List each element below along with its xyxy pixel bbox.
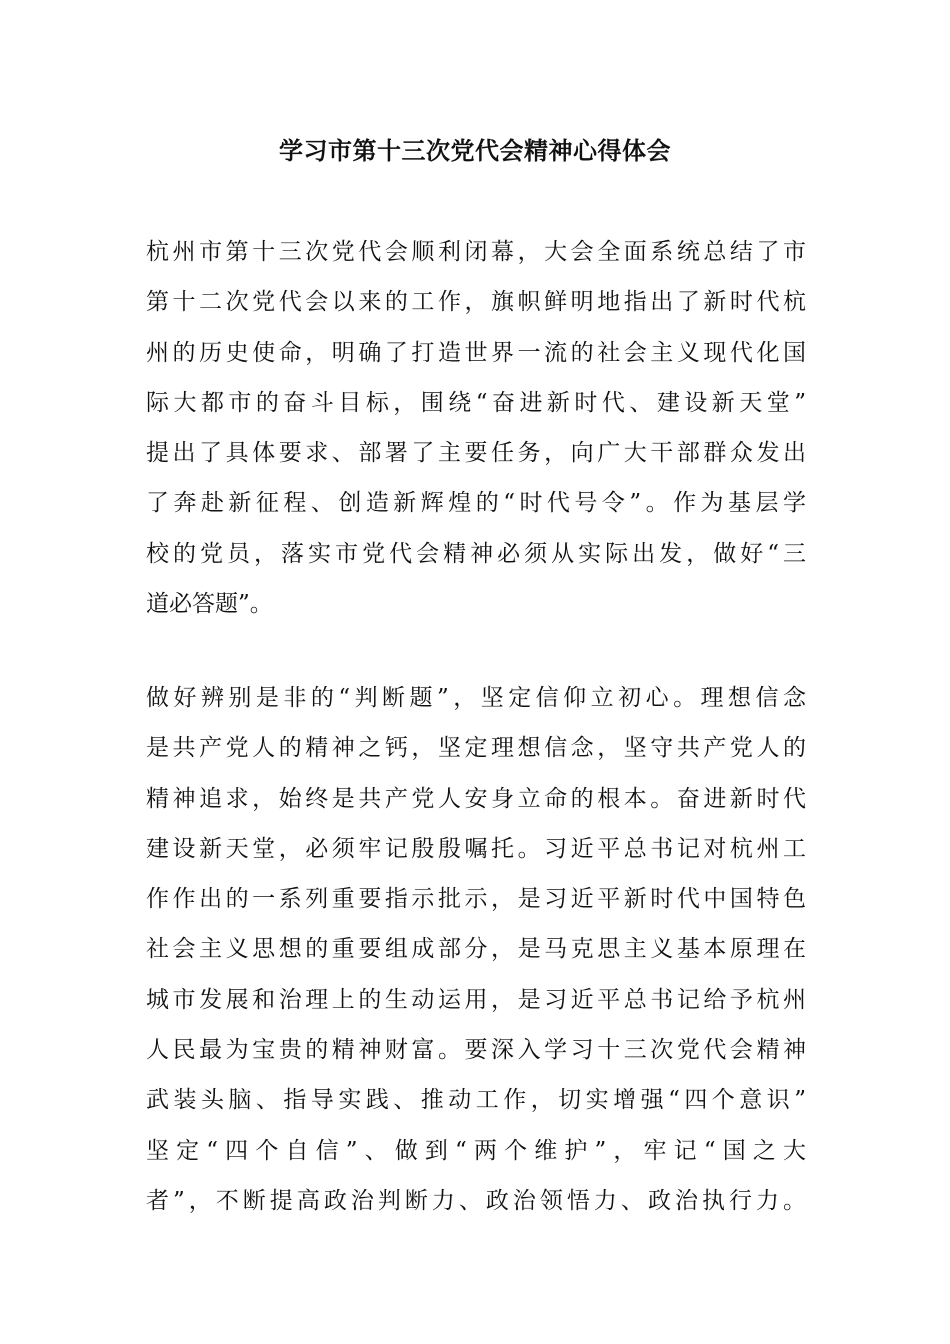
paragraph-line: 州的历史使命，明确了打造世界一流的社会主义现代化国 bbox=[146, 339, 806, 366]
paragraph-line: 做好辨别是非的“判断题”，坚定信仰立初心。理想信念 bbox=[146, 685, 806, 711]
paragraph-line: 了奔赴新征程、创造新辉煌的“时代号令”。作为基层学 bbox=[146, 490, 806, 517]
paragraph-line: 提出了具体要求、部署了主要任务，向广大干部群众发出 bbox=[146, 440, 806, 467]
paragraph-line: 作作出的一系列重要指示批示，是习近平新时代中国特色 bbox=[146, 886, 806, 913]
paragraph-line: 建设新天堂，必须牢记殷殷嘱托。习近平总书记对杭州工 bbox=[146, 835, 806, 862]
document-title: 学习市第十三次党代会精神心得体会 bbox=[279, 136, 671, 165]
paragraph-line: 城市发展和治理上的生动运用，是习近平总书记给予杭州 bbox=[146, 986, 806, 1013]
paragraph-line: 武装头脑、指导实践、推动工作，切实增强“四个意识” bbox=[146, 1087, 806, 1114]
paragraph-line: 校的党员，落实市党代会精神必须从实际出发，做好“三 bbox=[146, 540, 806, 567]
paragraph-line: 人民最为宝贵的精神财富。要深入学习十三次党代会精神 bbox=[146, 1037, 806, 1064]
paragraph-2 bbox=[146, 673, 806, 1226]
paragraph-line: 际大都市的奋斗目标，围绕“奋进新时代、建设新天堂” bbox=[146, 389, 806, 416]
paragraph-line: 道必答题”。 bbox=[146, 591, 273, 618]
paragraph-line: 精神追求，始终是共产党人安身立命的根本。奋进新时代 bbox=[146, 785, 806, 812]
paragraph-1 bbox=[146, 227, 806, 629]
paragraph-line: 杭州市第十三次党代会顺利闭幕，大会全面系统总结了市 bbox=[146, 239, 806, 265]
paragraph-line: 坚定“四个自信”、做到“两个维护”，牢记“国之大 bbox=[146, 1137, 806, 1164]
paragraph-line: 社会主义思想的重要组成部分，是马克思主义基本原理在 bbox=[146, 936, 806, 963]
paragraph-line: 者”，不断提高政治判断力、政治领悟力、政治执行力。 bbox=[146, 1187, 806, 1214]
paragraph-line: 是共产党人的精神之钙，坚定理想信念，坚守共产党人的 bbox=[146, 735, 806, 762]
paragraph-line: 第十二次党代会以来的工作，旗帜鲜明地指出了新时代杭 bbox=[146, 289, 806, 316]
